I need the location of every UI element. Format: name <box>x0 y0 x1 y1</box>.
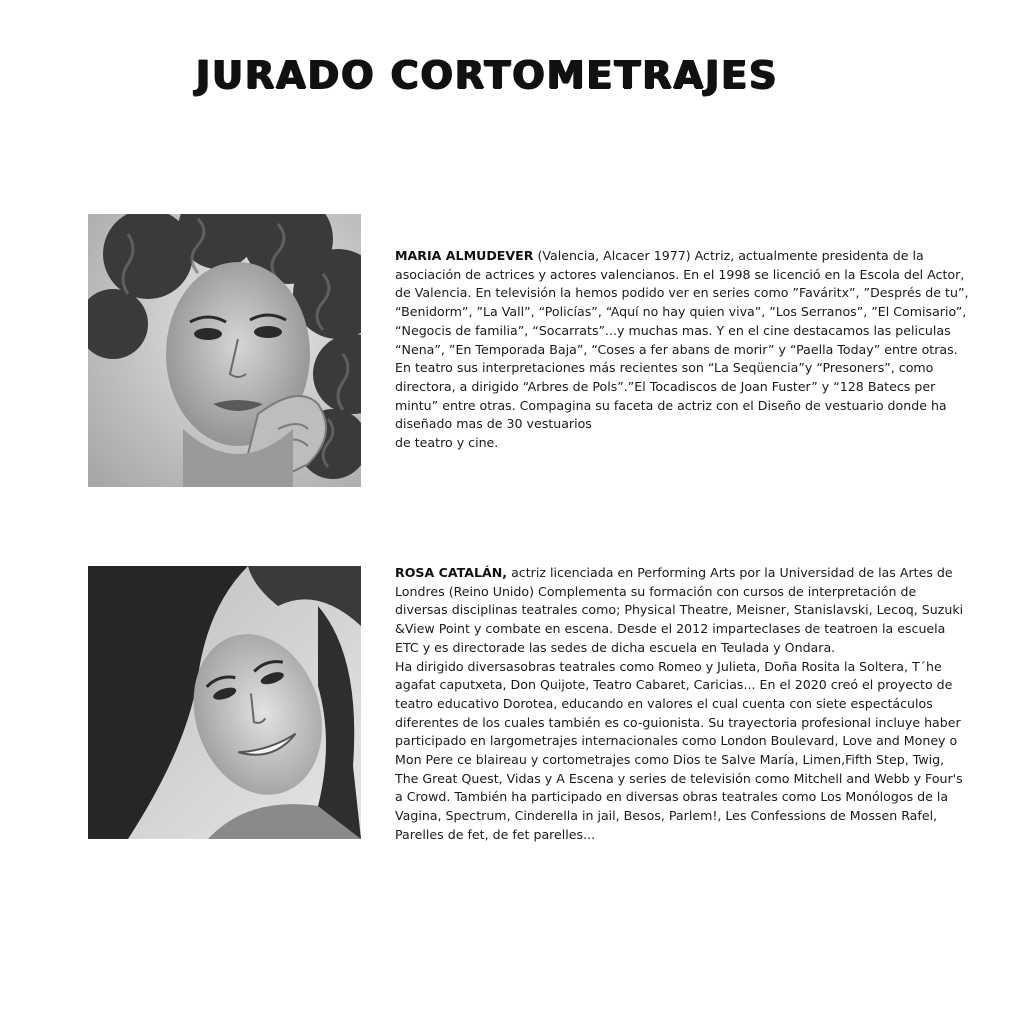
photo-maria-almudever <box>88 214 361 487</box>
bio-line: ETC y es directorade las sedes de dicha escuela en Teulada y Ondara. <box>395 639 836 655</box>
bio-line: Vagina, Spectrum, Cinderella in jail, Besos, Parlem!, Les Confessions de Mossen Rafel, <box>395 808 938 824</box>
bio-line: En teatro sus interpretaciones más recientes son “La Seqüencia”y “Presoners”, como <box>395 360 934 376</box>
bio-line: de Valencia. En televisión la hemos podido ver en series como ”Faváritx”, ”Després de tu”, <box>395 285 969 301</box>
bio-line: diseñado mas de 30 vestuarios <box>395 416 592 432</box>
member-name: ROSA CATALÁN, <box>395 565 508 580</box>
bio-first-line <box>395 564 995 583</box>
bio-line: agafat caputxeta, Don Quijote, Teatro Cabaret, Caricias... En el 2020 creó el proyecto de <box>395 677 953 693</box>
bio-line: “Negocis de familia”, “Socarrats”...y muchas mas. Y en el cine destacamos las peliculas <box>395 322 951 338</box>
bio-line: de teatro y cine. <box>395 435 499 451</box>
bio-line: participado en largometrajes internacionales como London Boulevard, Love and Money o <box>395 733 958 749</box>
bio-maria-almudever <box>395 247 995 453</box>
portrait-image <box>88 566 361 839</box>
bio-line: Londres (Reino Unido) Complementa su formación con cursos de interpretación de <box>395 583 917 599</box>
page-title: JURADO CORTOMETRAJES <box>196 53 779 97</box>
photo-rosa-catalan <box>88 566 361 839</box>
bio-line: diferentes de los cuales también es co-guionista. Su trayectoria profesional incluye haber <box>395 714 961 730</box>
member-name: MARIA ALMUDEVER <box>395 248 534 263</box>
portrait-image <box>88 214 361 487</box>
bio-line: “Benidorm”, ”La Vall”, “Policías”, “Aquí no hay quien viva”, ”Los Serranos”, ”El Comisario”, <box>395 304 967 320</box>
bio-line: Ha dirigido diversasobras teatrales como Romeo y Julieta, Doña Rosita la Soltera, T´he <box>395 658 942 674</box>
bio-line: asociación de actrices y actores valencianos. En el 1998 se licenció en la Escola del Actor, <box>395 266 965 282</box>
bio-line: Parelles de fet, de fet parelles... <box>395 826 596 842</box>
bio-line: &View Point y combate en escena. Desde el 2012 imparteclases de teatroen la escuela <box>395 621 946 637</box>
bio-line: mintu” entre otras. Compagina su faceta de actriz con el Diseño de vestuario donde ha <box>395 397 947 413</box>
bio-line: teatro educativo Dorotea, educando en valores el cual cuenta con siete espectáculos <box>395 695 933 711</box>
bio-first-line <box>395 247 995 266</box>
bio-rosa-catalan <box>395 564 995 845</box>
bio-text: (Valencia, Alcacer 1977) Actriz, actualmente presidenta de la <box>533 248 924 263</box>
bio-line: The Great Quest, Vidas y A Escena y series de televisión como Mitchell and Webb y Four's <box>395 770 963 786</box>
bio-line: directora, a dirigido “Arbres de Pols”.”El Tocadiscos de Joan Fuster” y “128 Batecs per <box>395 378 936 394</box>
bio-text: actriz licenciada en Performing Arts por la Universidad de las Artes de <box>507 565 953 580</box>
bio-line: diversas disciplinas teatrales como; Physical Theatre, Meisner, Stanislavski, Lecoq, Suzuki <box>395 602 964 618</box>
bio-line: “Nena”, ”En Temporada Baja”, “Coses a fer abans de morir” y “Paella Today” entre otras. <box>395 341 958 357</box>
bio-line: Mon Pere ce blaireau y cortometrajes como Dios te Salve María, Limen,Fifth Step, Twig, <box>395 752 945 768</box>
bio-line: a Crowd. También ha participado en diversas obras teatrales como Los Monólogos de la <box>395 789 949 805</box>
